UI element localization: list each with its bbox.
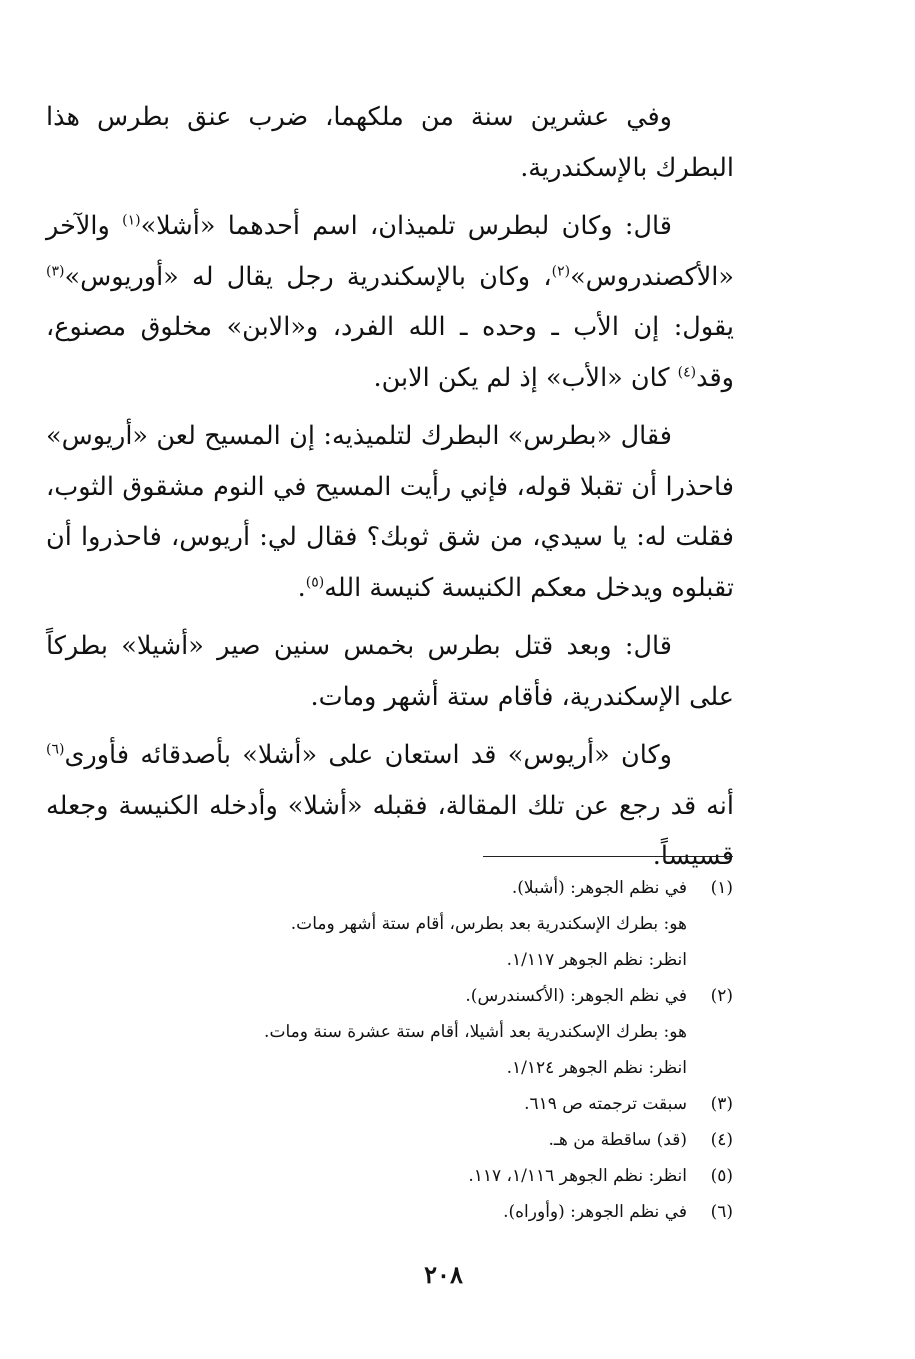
paragraph-text: ، وكان بالإسكندرية رجل يقال له «أوريوس» (64, 261, 552, 292)
footnote-line (133, 1194, 733, 1230)
paragraph-text: . (297, 572, 306, 603)
paragraph-text: قال: وكان لبطرس تلميذان، اسم أحدهما «أشلا» (140, 211, 672, 241)
footnote (133, 1194, 733, 1230)
footnote-number: (١) (710, 878, 733, 898)
footnote-line (133, 1158, 733, 1194)
footnote-marker: (٥) (305, 574, 325, 590)
footnote (133, 1122, 733, 1158)
paragraph-text: قال: وبعد قتل بطرس بخمس سنين صير «أشيلا» بطركاً على الإسكندرية، فأقام ستة أشهر ومات. (46, 631, 734, 712)
footnote (133, 870, 733, 978)
footnote-text: هو: بطرك الإسكندرية بعد أشيلا، أقام ستة عشرة سنة ومات. (264, 1022, 687, 1042)
paragraph-text: وكان «أريوس» قد استعان على «أشلا» بأصدقائه فأورى (64, 740, 672, 770)
footnote-text: في نظم الجوهر: (وأوراه). (503, 1202, 687, 1222)
paragraph-text: أنه قد رجع عن تلك المقالة، فقبله «أشلا» وأدخله الكنيسة وجعله قسيساً. (46, 790, 734, 871)
paragraph-text: والآخر «الأكصندروس» (46, 211, 734, 292)
footnote-line (133, 1014, 733, 1050)
footnote-marker: (٢) (551, 263, 571, 279)
footnote-text: هو: بطرك الإسكندرية بعد بطرس، أقام ستة أشهر ومات. (290, 914, 687, 934)
footnote-line (133, 906, 733, 942)
footnote-text: في نظم الجوهر: (أشبلا). (511, 878, 687, 898)
paragraph (46, 201, 734, 403)
footnote-line (133, 1086, 733, 1122)
paragraph (46, 621, 734, 722)
footnote (133, 1086, 733, 1122)
footnote-line (133, 1050, 733, 1086)
footnote-marker: (٤) (677, 364, 697, 380)
footnote-number: (٦) (710, 1202, 733, 1222)
paragraph (46, 730, 734, 882)
paragraph-text: يقول: إن الأب ـ وحده ـ الله الفرد، و«الابن» مخلوق مصنوع، وقد (46, 312, 734, 393)
footnote-number: (٤) (710, 1130, 733, 1150)
footnote-marker: (١) (122, 212, 141, 229)
footnote-text: (قد) ساقطة من هـ. (548, 1130, 687, 1150)
footnote-number: (٢) (710, 986, 733, 1006)
footnote-marker: (٣) (46, 263, 65, 279)
footnote-line (133, 1122, 733, 1158)
footnote-text: في نظم الجوهر: (الأكسندرس). (465, 986, 687, 1006)
footnote-text: سبقت ترجمته ص ٦١٩. (524, 1094, 687, 1114)
main-text (46, 92, 734, 890)
paragraph-text: فقال «بطرس» البطرك لتلميذيه: إن المسيح لعن «أريوس» فاحذرا أن تقبلا قوله، فإني رأيت المسيح في النوم مشقوق الثوب، فقلت له: يا سيدي، من شق ثوبك؟ فقال لي: أريوس، فاحذروا أن تقبلوه ويدخل معكم الكنيسة كنيسة الله (46, 421, 734, 603)
footnote (133, 978, 733, 1086)
footnote-text: انظر: نظم الجوهر ١/١١٦، ١١٧. (468, 1166, 687, 1186)
footnote-number: (٥) (710, 1166, 733, 1186)
footnote-number: (٣) (710, 1094, 733, 1114)
page-number: ٢٠٨ (424, 1260, 463, 1289)
paragraph (46, 411, 734, 613)
footnote-marker: (٦) (46, 741, 65, 758)
paragraph-text: كان «الأب» إذ لم يكن الابن. (373, 362, 678, 393)
footnote-divider (483, 856, 733, 857)
footnote-line (133, 870, 733, 906)
paragraph (46, 92, 734, 193)
footnote (133, 1158, 733, 1194)
footnotes (133, 870, 733, 1230)
footnote-line (133, 942, 733, 978)
footnote-text: انظر: نظم الجوهر ١/١٢٤. (506, 1058, 687, 1078)
paragraph-text: وفي عشرين سنة من ملكهما، ضرب عنق بطرس هذا البطرك بالإسكندرية. (46, 102, 734, 183)
footnote-text: انظر: نظم الجوهر ١/١١٧. (506, 950, 687, 970)
footnote-line (133, 978, 733, 1014)
